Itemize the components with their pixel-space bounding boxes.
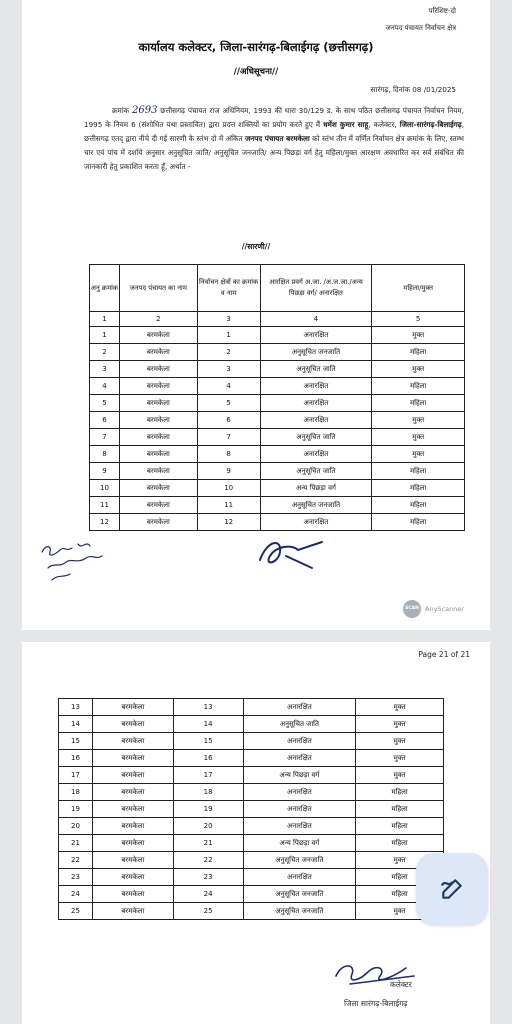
cell-women-free: मुक्त <box>356 903 444 920</box>
cell-janpad: बरमकेला <box>119 429 197 446</box>
cell-category: अनारक्षित <box>243 818 356 835</box>
header-constituency: निर्वाचन क्षेत्रों का क्रमांक व नाम <box>197 265 260 312</box>
column-number: 5 <box>372 312 465 327</box>
cell-serial: 20 <box>59 818 93 835</box>
para-2: , कलेक्टर, <box>368 120 397 129</box>
cell-serial: 7 <box>90 429 120 446</box>
cell-janpad: बरमकेला <box>92 750 173 767</box>
signature-scribble-1 <box>252 530 332 575</box>
cell-serial: 11 <box>90 497 120 514</box>
cell-women-free: मुक्त <box>356 852 444 869</box>
cell-category: अनुसूचित जाति <box>260 361 372 378</box>
cell-janpad: बरमकेला <box>92 767 173 784</box>
cell-category: अनारक्षित <box>260 446 372 463</box>
cell-serial: 6 <box>90 412 120 429</box>
schedule-heading: //सारणी// <box>241 242 271 251</box>
cell-serial: 17 <box>59 767 93 784</box>
cell-constituency: 12 <box>197 514 260 531</box>
cell-constituency: 5 <box>197 395 260 412</box>
cell-women-free: महिला <box>356 835 444 852</box>
cell-women-free: मुक्त <box>356 733 444 750</box>
table-header-row <box>90 265 465 312</box>
column-number: 1 <box>90 312 120 327</box>
cell-women-free: मुक्त <box>356 716 444 733</box>
para-1: छत्तीसगढ़ पंचायत राज अधिनियम, 1993 की धारा 30/129 ड. के साथ पठित छत्तीसगढ़ पंचायत निर्वाचन नियम, 1995 के नियम 6 (संशोधित यथा प्रस्तावित) द्वारा प्रदत्त शक्तियों का प्रयोग करते हुए मैं <box>84 106 464 129</box>
cell-women-free: मुक्त <box>372 429 465 446</box>
cell-constituency: 25 <box>173 903 243 920</box>
cell-category: अनारक्षित <box>243 801 356 818</box>
table-row <box>59 903 444 920</box>
cell-serial: 24 <box>59 886 93 903</box>
cell-janpad: बरमकेला <box>92 801 173 818</box>
cell-serial: 14 <box>59 716 93 733</box>
cell-constituency: 8 <box>197 446 260 463</box>
cell-janpad: बरमकेला <box>92 733 173 750</box>
cell-women-free: महिला <box>372 463 465 480</box>
table-row <box>90 463 465 480</box>
cell-constituency: 4 <box>197 378 260 395</box>
cell-women-free: मुक्त <box>356 750 444 767</box>
cell-janpad: बरमकेला <box>119 395 197 412</box>
cell-category: अनारक्षित <box>243 784 356 801</box>
signatory-title: कलेक्टर <box>390 980 412 989</box>
officer-name: धर्मेश कुमार साहू <box>323 120 369 129</box>
cell-women-free: मुक्त <box>372 446 465 463</box>
order-prefix: क्रमांक <box>112 106 130 115</box>
document-page-1 <box>22 0 490 630</box>
cell-women-free: मुक्त <box>372 327 465 344</box>
table-row <box>90 412 465 429</box>
table-row <box>90 514 465 531</box>
cell-constituency: 3 <box>197 361 260 378</box>
table-row <box>59 699 444 716</box>
cell-category: अनारक्षित <box>260 412 372 429</box>
cell-janpad: बरमकेला <box>92 699 173 716</box>
cell-janpad: बरमकेला <box>92 886 173 903</box>
cell-constituency: 20 <box>173 818 243 835</box>
cell-janpad: बरमकेला <box>119 463 197 480</box>
table-row <box>90 446 465 463</box>
cell-category: अनारक्षित <box>260 378 372 395</box>
para-4: को स्तंभ तीन में वर्णित निर्वाचन क्षेत्र क्रमांक के लिए, स्तम्भ चार एवं पांच में दर्शाये अनुसार अनुसूचित जाति/ अनुसूचित जनजाति/ अन्य पिछड़ा वर्ग हेतु महिला/मुक्त आरक्षण अवधारित कर सर्व संबंधित की जानकारी हेतु प्रकाशित करता हूँ, अर्थात - <box>84 134 464 171</box>
cell-constituency: 2 <box>197 344 260 361</box>
cell-category: अनारक्षित <box>243 869 356 886</box>
header-serial: अनु क्रमांक <box>90 265 120 312</box>
table-row <box>90 361 465 378</box>
cell-janpad: बरमकेला <box>92 869 173 886</box>
cell-serial: 4 <box>90 378 120 395</box>
cell-janpad: बरमकेला <box>119 497 197 514</box>
cell-janpad: बरमकेला <box>92 835 173 852</box>
scanner-watermark <box>403 600 464 618</box>
cell-serial: 25 <box>59 903 93 920</box>
cell-women-free: महिला <box>372 344 465 361</box>
table-row <box>90 327 465 344</box>
cell-constituency: 13 <box>173 699 243 716</box>
table-row <box>90 344 465 361</box>
table-row <box>59 886 444 903</box>
header-janpad: जनपद पंचायत का नाम <box>119 265 197 312</box>
cell-women-free: मुक्त <box>372 412 465 429</box>
cell-category: अनुसूचित जनजाति <box>243 886 356 903</box>
cell-janpad: बरमकेला <box>92 818 173 835</box>
table-row <box>59 750 444 767</box>
cell-serial: 15 <box>59 733 93 750</box>
cell-constituency: 6 <box>197 412 260 429</box>
cell-category: अनारक्षित <box>260 514 372 531</box>
cell-serial: 10 <box>90 480 120 497</box>
table-row <box>59 835 444 852</box>
cell-women-free: मुक्त <box>356 699 444 716</box>
document-page-2 <box>22 642 490 1024</box>
cell-serial: 12 <box>90 514 120 531</box>
draw-pen-icon <box>439 876 465 902</box>
cell-women-free: महिला <box>356 818 444 835</box>
cell-constituency: 14 <box>173 716 243 733</box>
cell-serial: 22 <box>59 852 93 869</box>
notification-body <box>84 104 464 174</box>
cell-serial: 18 <box>59 784 93 801</box>
janpad-name: जनपद पंचायत बरमकेला <box>244 134 310 143</box>
cell-constituency: 24 <box>173 886 243 903</box>
cell-category: अनारक्षित <box>260 327 372 344</box>
cell-women-free: मुक्त <box>372 361 465 378</box>
office-title: कार्यालय कलेक्टर, जिला-सारंगढ़-बिलाईगढ़ (छत्तीसगढ़) <box>138 40 374 54</box>
cell-category: अनुसूचित जाति <box>260 463 372 480</box>
cell-women-free: महिला <box>372 378 465 395</box>
cell-constituency: 19 <box>173 801 243 818</box>
cell-janpad: बरमकेला <box>119 361 197 378</box>
cell-constituency: 21 <box>173 835 243 852</box>
cell-janpad: बरमकेला <box>119 412 197 429</box>
table-row <box>59 818 444 835</box>
cell-constituency: 23 <box>173 869 243 886</box>
table-row <box>59 767 444 784</box>
cell-constituency: 7 <box>197 429 260 446</box>
district-name: जिला-सारंगढ़-बिलाईगढ़ <box>399 120 462 129</box>
reservation-table-page-2 <box>58 698 444 920</box>
cell-janpad: बरमकेला <box>119 344 197 361</box>
cell-janpad: बरमकेला <box>92 784 173 801</box>
order-number: 2693 <box>132 105 158 116</box>
header-women-free: महिला/मुक्त <box>372 265 465 312</box>
cell-janpad: बरमकेला <box>92 852 173 869</box>
column-number: 2 <box>119 312 197 327</box>
cell-constituency: 15 <box>173 733 243 750</box>
cell-constituency: 1 <box>197 327 260 344</box>
cell-serial: 13 <box>59 699 93 716</box>
section-label: जनपद पंचायत निर्वाचन क्षेत्र <box>385 24 456 32</box>
cell-category: अन्य पिछड़ा वर्ग <box>260 480 372 497</box>
table-row <box>90 429 465 446</box>
scanner-label: AnyScanner <box>425 605 465 613</box>
cell-category: अनुसूचित जाति <box>243 716 356 733</box>
cell-serial: 1 <box>90 327 120 344</box>
table-row <box>90 395 465 412</box>
cell-category: अनुसूचित जनजाति <box>243 903 356 920</box>
cell-serial: 5 <box>90 395 120 412</box>
cell-category: अनारक्षित <box>243 733 356 750</box>
draw-button[interactable] <box>416 853 488 925</box>
cell-constituency: 18 <box>173 784 243 801</box>
cell-constituency: 17 <box>173 767 243 784</box>
cell-category: अनारक्षित <box>243 750 356 767</box>
cell-category: अन्य पिछड़ा वर्ग <box>243 835 356 852</box>
place-date: सारंगढ़, दिनांक 08 /01/2025 <box>370 85 456 94</box>
cell-women-free: मुक्त <box>356 767 444 784</box>
header-category: आरक्षित प्रवर्ग अ.जा. /अ.ज.जा./अन्य पिछड़ा वर्ग/ अनारक्षित <box>260 265 372 312</box>
cell-serial: 23 <box>59 869 93 886</box>
cell-janpad: बरमकेला <box>119 378 197 395</box>
cell-janpad: बरमकेला <box>119 327 197 344</box>
cell-women-free: महिला <box>372 514 465 531</box>
cell-serial: 9 <box>90 463 120 480</box>
cell-constituency: 11 <box>197 497 260 514</box>
cell-janpad: बरमकेला <box>119 480 197 497</box>
cell-serial: 16 <box>59 750 93 767</box>
table-row <box>90 378 465 395</box>
cell-category: अनारक्षित <box>260 395 372 412</box>
scanner-logo-icon: SCAN <box>403 600 421 618</box>
reservation-table-page-1 <box>89 264 465 531</box>
cell-serial: 3 <box>90 361 120 378</box>
cell-category: अनुसूचित जनजाति <box>260 497 372 514</box>
cell-serial: 8 <box>90 446 120 463</box>
column-number: 3 <box>197 312 260 327</box>
table-row <box>59 784 444 801</box>
cell-janpad: बरमकेला <box>119 446 197 463</box>
cell-janpad: बरमकेला <box>119 514 197 531</box>
cell-constituency: 16 <box>173 750 243 767</box>
cell-category: अनारक्षित <box>243 699 356 716</box>
notification-heading: //अधिसूचना// <box>233 67 279 77</box>
column-number-row <box>90 312 465 327</box>
cell-women-free: महिला <box>356 886 444 903</box>
cell-serial: 21 <box>59 835 93 852</box>
table-row <box>59 716 444 733</box>
table-row <box>90 480 465 497</box>
cell-category: अनुसूचित जनजाति <box>260 344 372 361</box>
signatory-district: जिला सारंगढ़-बिलाईगढ़ <box>344 999 408 1008</box>
cell-women-free: महिला <box>372 497 465 514</box>
cell-category: अनुसूचित जनजाति <box>243 852 356 869</box>
cell-janpad: बरमकेला <box>92 903 173 920</box>
page-indicator: Page 21 of 21 <box>418 650 470 659</box>
annexure-label: परिशिष्ट-दो <box>428 7 456 15</box>
cell-women-free: महिला <box>356 784 444 801</box>
cell-category: अनुसूचित जाति <box>260 429 372 446</box>
column-number: 4 <box>260 312 372 327</box>
table-row <box>59 733 444 750</box>
cell-women-free: महिला <box>356 801 444 818</box>
cell-constituency: 9 <box>197 463 260 480</box>
handwritten-initials <box>38 538 108 588</box>
cell-constituency: 22 <box>173 852 243 869</box>
table-row <box>90 497 465 514</box>
cell-constituency: 10 <box>197 480 260 497</box>
cell-women-free: महिला <box>372 480 465 497</box>
table-row <box>59 869 444 886</box>
table-row <box>59 852 444 869</box>
table-row <box>59 801 444 818</box>
para-3: , छत्तीसगढ़ एतद् द्वारा नीचे दी गई सारणी के स्तंभ दो में अंकित <box>84 120 464 143</box>
cell-serial: 2 <box>90 344 120 361</box>
cell-women-free: महिला <box>372 395 465 412</box>
cell-janpad: बरमकेला <box>92 716 173 733</box>
cell-women-free: महिला <box>356 869 444 886</box>
cell-serial: 19 <box>59 801 93 818</box>
cell-category: अन्य पिछड़ा वर्ग <box>243 767 356 784</box>
